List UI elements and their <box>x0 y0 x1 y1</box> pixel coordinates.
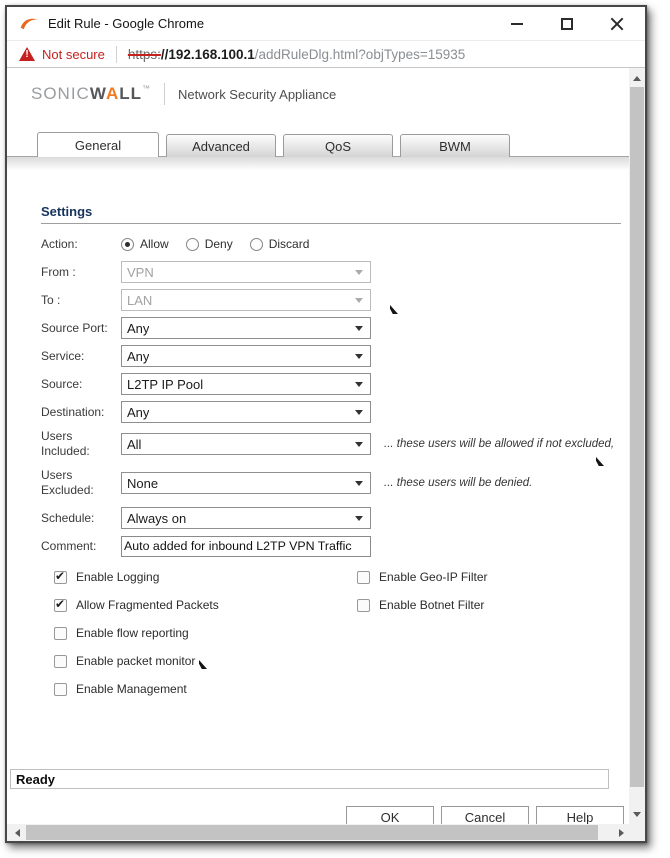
horizontal-scrollbar-row <box>7 824 645 841</box>
logo-divider <box>164 83 165 105</box>
to-row <box>41 289 621 311</box>
comment-row <box>41 535 621 557</box>
chevron-down-icon <box>355 382 363 387</box>
action-radio-group <box>121 237 326 251</box>
status-text: Ready <box>16 771 56 787</box>
action-row <box>41 233 621 255</box>
chevron-down-icon <box>355 481 363 486</box>
destination-select[interactable]: Any <box>121 401 371 423</box>
users-excluded-label: Users Excluded: <box>41 468 94 497</box>
footer-buttons <box>346 806 629 824</box>
comment-input[interactable] <box>121 536 371 557</box>
chevron-down-icon <box>355 410 363 415</box>
horizontal-scrollbar-thumb[interactable] <box>26 825 598 840</box>
users-included-row <box>41 429 621 459</box>
users-excluded-select[interactable]: None <box>121 472 371 494</box>
scroll-right-button[interactable] <box>613 824 629 841</box>
destination-row <box>41 401 621 423</box>
schedule-label: Schedule: <box>41 510 95 525</box>
from-row <box>41 261 621 283</box>
brand-header <box>31 83 336 105</box>
url-host: //192.168.100.1 <box>160 46 255 62</box>
allow-radio[interactable] <box>121 238 134 251</box>
window-title: Edit Rule - Google Chrome <box>48 16 205 31</box>
service-select[interactable]: Any <box>121 345 371 367</box>
tab-advanced[interactable]: Advanced <box>166 134 276 157</box>
chevron-down-icon <box>355 354 363 359</box>
enable-botnet-filter-checkbox[interactable] <box>357 599 370 612</box>
tab-general[interactable]: General <box>37 132 159 157</box>
ok-button[interactable]: OK <box>346 806 434 824</box>
allow-fragmented-packets-row[interactable]: ✔ Allow Fragmented Packets <box>54 598 357 612</box>
source-row <box>41 373 621 395</box>
from-select[interactable]: VPN <box>121 261 371 283</box>
source-label: Source: <box>41 376 83 391</box>
scroll-up-button[interactable] <box>629 70 645 86</box>
arrow-down-icon <box>633 812 641 817</box>
url-scheme-struck: https: <box>127 46 161 62</box>
radio-option-allow[interactable]: Allow <box>121 237 169 251</box>
users-included-note: ... these users will be allowed if not excluded, <box>384 438 615 450</box>
source-port-row <box>41 317 621 339</box>
users-included-label: Users Included: <box>41 429 90 458</box>
checkbox-column-left <box>54 570 357 710</box>
chevron-down-icon <box>355 298 363 303</box>
discard-radio[interactable] <box>250 238 263 251</box>
checkbox-area <box>54 570 621 710</box>
enable-logging-checkbox[interactable] <box>54 571 67 584</box>
tab-panel-top-edge <box>7 156 629 170</box>
status-bar <box>10 769 609 789</box>
enable-geo-ip-filter-checkbox[interactable] <box>357 571 370 584</box>
sonicwall-favicon-icon <box>20 16 38 32</box>
vertical-scrollbar-thumb[interactable] <box>630 87 644 787</box>
allow-fragmented-packets-checkbox[interactable] <box>54 599 67 612</box>
enable-logging-row[interactable]: ✔ Enable Logging <box>54 570 357 584</box>
users-excluded-row <box>41 468 621 498</box>
arrow-left-icon <box>15 829 20 837</box>
radio-option-discard[interactable]: Discard <box>250 237 310 251</box>
settings-form <box>41 204 621 710</box>
maximize-button[interactable] <box>551 11 583 37</box>
maximize-icon <box>561 18 573 30</box>
action-label: Action: <box>41 236 78 251</box>
enable-management-row[interactable]: Enable Management <box>54 682 357 696</box>
chevron-down-icon <box>355 326 363 331</box>
to-select[interactable]: LAN <box>121 289 371 311</box>
browser-popup-window <box>5 5 647 843</box>
url-path: /addRuleDlg.html?objTypes=15935 <box>254 46 466 62</box>
source-select[interactable]: L2TP IP Pool <box>121 373 371 395</box>
sonicwall-logo: SONICWALL™ <box>31 84 152 103</box>
enable-botnet-filter-row[interactable]: Enable Botnet Filter <box>357 598 621 612</box>
address-bar-divider <box>116 46 117 63</box>
minimize-button[interactable] <box>501 11 533 37</box>
product-tagline: Network Security Appliance <box>178 86 337 102</box>
tab-bwm[interactable]: BWM <box>400 134 510 157</box>
address-bar <box>7 40 645 68</box>
arrow-up-icon <box>633 76 641 81</box>
to-label: To : <box>41 292 61 307</box>
enable-packet-monitor-row[interactable]: Enable packet monitor <box>54 654 357 668</box>
tab-bar <box>37 132 517 157</box>
enable-flow-reporting-row[interactable]: Enable flow reporting <box>54 626 357 640</box>
horizontal-scrollbar[interactable] <box>7 824 629 841</box>
close-icon <box>610 17 624 31</box>
service-row <box>41 345 621 367</box>
enable-geo-ip-filter-row[interactable]: Enable Geo-IP Filter <box>357 570 621 584</box>
window-controls <box>483 11 633 37</box>
url-text[interactable] <box>128 47 465 62</box>
chevron-down-icon <box>355 516 363 521</box>
service-label: Service: <box>41 348 85 363</box>
tab-qos[interactable]: QoS <box>283 134 393 157</box>
enable-packet-monitor-checkbox[interactable] <box>54 655 67 668</box>
not-secure-label[interactable]: Not secure <box>42 46 105 62</box>
not-secure-warning-icon[interactable] <box>19 47 35 61</box>
deny-radio[interactable] <box>186 238 199 251</box>
scroll-down-button[interactable] <box>629 806 645 822</box>
scrollbar-corner <box>629 824 645 841</box>
comment-label: Comment: <box>41 538 97 553</box>
source-port-label: Source Port: <box>41 320 108 335</box>
minimize-icon <box>511 23 523 25</box>
schedule-select[interactable]: Always on <box>121 507 371 529</box>
users-included-select[interactable]: All <box>121 433 371 455</box>
help-button[interactable]: Help <box>536 806 624 824</box>
source-port-select[interactable]: Any <box>121 317 371 339</box>
vertical-scrollbar[interactable] <box>629 68 645 824</box>
enable-flow-reporting-checkbox[interactable] <box>54 627 67 640</box>
users-excluded-note: ... these users will be denied. <box>384 477 533 489</box>
radio-option-deny[interactable]: Deny <box>186 237 233 251</box>
settings-section-title: Settings <box>41 204 93 219</box>
close-button[interactable] <box>601 11 633 37</box>
from-label: From : <box>41 264 76 279</box>
title-bar <box>7 7 645 40</box>
chevron-down-icon <box>355 270 363 275</box>
scroll-left-button[interactable] <box>9 824 25 841</box>
section-divider <box>41 223 621 224</box>
destination-label: Destination: <box>41 404 105 419</box>
enable-management-checkbox[interactable] <box>54 683 67 696</box>
chevron-down-icon <box>355 442 363 447</box>
schedule-row <box>41 507 621 529</box>
checkbox-column-right <box>357 570 621 710</box>
dialog-content <box>7 68 629 824</box>
arrow-right-icon <box>619 829 624 837</box>
cancel-button[interactable]: Cancel <box>441 806 529 824</box>
